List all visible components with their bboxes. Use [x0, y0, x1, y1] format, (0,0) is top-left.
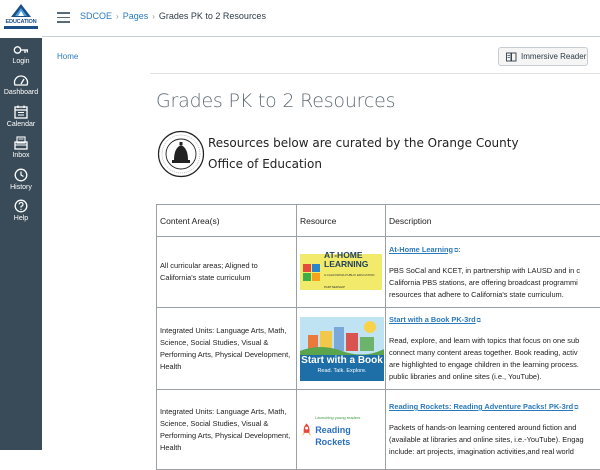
link-suffix: : — [458, 245, 460, 254]
table-row — [157, 237, 600, 308]
logo-bar — [4, 26, 38, 29]
external-link-icon: ⧉ — [454, 248, 458, 254]
table-row — [157, 390, 600, 470]
image-text: Launching young readers — [315, 412, 384, 424]
nav-history[interactable] — [0, 168, 42, 198]
description-line: PBS SoCal and KCET, in partnership with LAUSD and in c — [389, 265, 600, 277]
image-text: Reading Rockets — [315, 424, 384, 448]
immersive-reader-button[interactable] — [498, 47, 588, 66]
description-text — [389, 265, 600, 301]
description-line: public libraries and online sites (i.e., YouTube). — [389, 371, 600, 383]
description-line: Packets of hands-on learning centered around fiction and — [389, 422, 600, 434]
logo-triangle-icon — [10, 3, 32, 18]
content-area-cell: Integrated Units: Language Arts, Math, Science, Social Studies, Visual & Performing Arts, Physical Development, Health — [157, 308, 297, 390]
resources-table — [156, 204, 600, 470]
calendar-icon — [14, 105, 28, 119]
chevron-right-icon: › — [152, 12, 155, 21]
chevron-right-icon: › — [116, 12, 119, 21]
logo[interactable] — [0, 0, 42, 38]
description-line: Read, explore, and learn with topics that focus on one sub — [389, 335, 600, 347]
history-icon — [14, 168, 28, 182]
resource-link[interactable]: Reading Rockets: Reading Adventure Packs! PK-3rd — [389, 402, 573, 411]
login-icon — [13, 44, 29, 56]
intro-text: Resources below are curated by the Orange County Office of Education — [208, 133, 548, 175]
description-text — [389, 422, 600, 458]
nav-help[interactable] — [0, 199, 42, 229]
description-line: (available at libraries and online sites, i.e.-YouTube). Engag — [389, 434, 600, 446]
content-area-cell: Integrated Units: Language Arts, Math, Science, Social Studies, Visual & Performing Arts, Physical Development, Health — [157, 390, 297, 470]
description-cell — [386, 308, 600, 390]
nav-history-label: History — [10, 184, 32, 191]
table-header-row — [157, 205, 600, 237]
nav-dashboard-label: Dashboard — [4, 89, 38, 96]
description-cell — [386, 237, 600, 308]
rocket-icon — [300, 422, 313, 438]
immersive-reader-label: Immersive Reader — [521, 52, 586, 61]
reading-rockets-image[interactable] — [300, 415, 384, 445]
image-text: AT-HOME — [324, 251, 379, 260]
image-text: LEARNING — [324, 260, 379, 269]
course-nav-home[interactable]: Home — [57, 52, 78, 61]
immersive-reader-icon — [506, 52, 517, 62]
logo-text: EDUCATION — [5, 19, 36, 25]
image-text: Read. Talk. Explore. — [300, 368, 384, 375]
breadcrumb-current: Grades PK to 2 Resources — [159, 11, 266, 21]
description-text — [389, 335, 600, 383]
help-icon — [14, 199, 28, 213]
resource-link[interactable]: At-Home Learning — [389, 245, 453, 254]
at-home-learning-image[interactable] — [300, 254, 382, 290]
column-header: Resource — [297, 205, 386, 237]
header-divider — [42, 36, 600, 37]
nav-calendar[interactable] — [0, 105, 42, 135]
description-line: resources that adhere to California's state curriculum. — [389, 289, 600, 301]
external-link-icon: ⧉ — [574, 405, 578, 411]
resource-cell — [297, 390, 386, 470]
description-cell — [386, 390, 600, 470]
column-header: Content Area(s) — [157, 205, 297, 237]
nav-login[interactable] — [0, 44, 42, 74]
nav-help-label: Help — [14, 215, 28, 222]
resource-link[interactable]: Start with a Book PK-3rd — [389, 315, 476, 324]
resource-cell — [297, 237, 386, 308]
description-line: are highlighted to engage children in the learning process. — [389, 359, 600, 371]
menu-icon[interactable] — [57, 12, 70, 23]
description-line: connect many content areas together. Book reading, activ — [389, 347, 600, 359]
image-text: A CALIFORNIA PUBLIC EDUCATION PARTNERSHIP — [324, 269, 379, 293]
dashboard-icon — [13, 74, 29, 87]
page-title: Grades PK to 2 Resources — [156, 90, 395, 112]
nav-calendar-label: Calendar — [7, 121, 35, 128]
at-home-learning-icon — [303, 264, 320, 281]
column-header: Description — [386, 205, 600, 237]
resource-cell — [297, 308, 386, 390]
description-line: California PBS stations, are offering broadcast programmi — [389, 277, 600, 289]
content-area-cell: All curricular areas; Aligned to California's state curriculum — [157, 237, 297, 308]
start-with-a-book-image[interactable] — [300, 317, 384, 381]
nav-login-label: Login — [12, 58, 29, 65]
description-line: include: art projects, imagination activities,and real world — [389, 446, 600, 458]
external-link-icon: ⧉ — [477, 318, 481, 324]
global-nav — [0, 0, 42, 450]
nav-inbox[interactable] — [0, 136, 42, 166]
breadcrumb — [80, 11, 266, 21]
image-text: Start with a Book — [300, 355, 384, 367]
nav-inbox-label: Inbox — [12, 152, 29, 159]
inbox-icon — [14, 136, 28, 150]
breadcrumb-sdcoe[interactable]: SDCOE — [80, 11, 112, 21]
nav-dashboard[interactable] — [0, 74, 42, 104]
breadcrumb-pages[interactable]: Pages — [123, 11, 149, 21]
content-divider — [150, 73, 600, 74]
table-row — [157, 308, 600, 390]
ocde-seal-logo — [157, 130, 205, 178]
